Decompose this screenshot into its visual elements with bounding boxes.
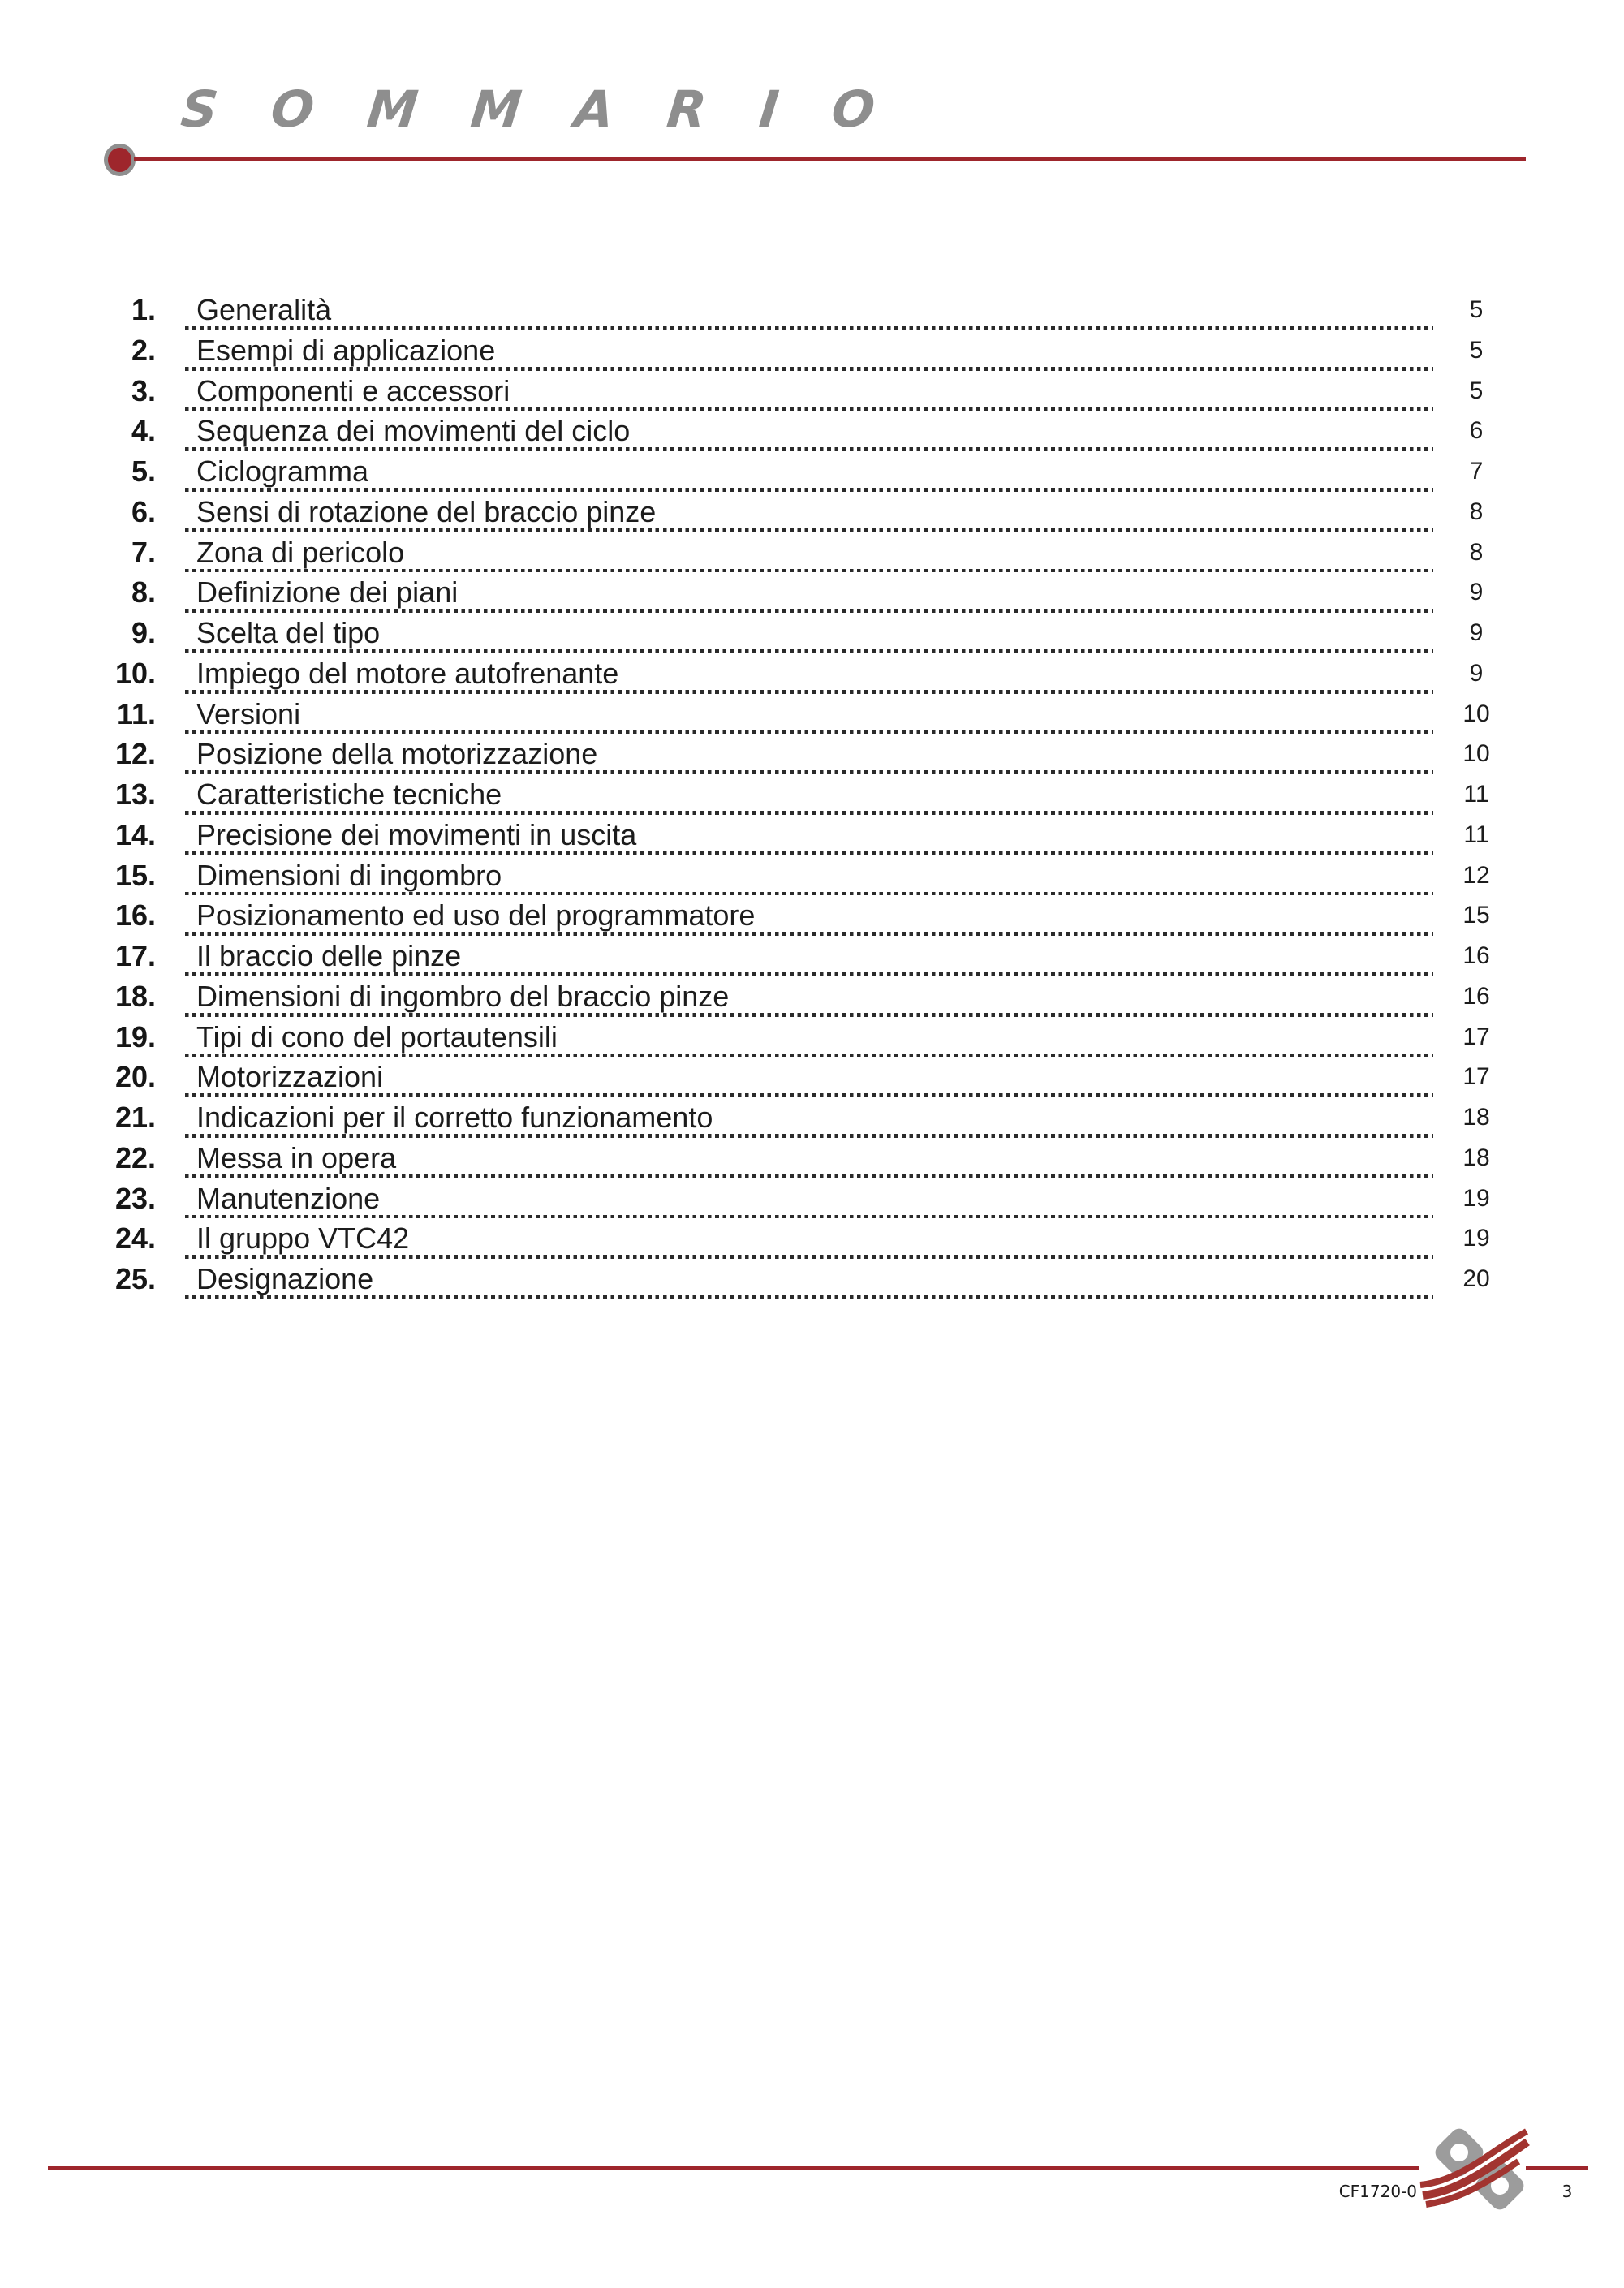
toc-row (83, 1259, 1519, 1299)
toc-entry-page: 17 (1462, 1023, 1490, 1050)
toc-row (83, 1097, 1519, 1138)
toc-entry-title: Dimensioni di ingombro (185, 855, 1433, 896)
toc-entry-title: Caratteristiche tecniche (185, 774, 1433, 815)
toc-entry-title: Scelta del tipo (185, 613, 1433, 653)
brand-logo-icon (1416, 2126, 1531, 2210)
toc-row (83, 815, 1519, 855)
toc-entry-number: 16. (114, 898, 156, 933)
toc-row (83, 774, 1519, 815)
toc-entry-page: 15 (1462, 902, 1490, 929)
toc-row (83, 613, 1519, 653)
toc-entry-title: Componenti e accessori (185, 371, 1433, 411)
toc-entry-page: 10 (1462, 700, 1490, 727)
toc-entry-number: 6. (131, 494, 156, 528)
toc-entry-number: 17. (114, 939, 156, 972)
toc-entry-number: 11. (116, 696, 156, 730)
toc-entry-title: Il braccio delle pinze (185, 936, 1433, 976)
toc-entry-number: 2. (131, 333, 156, 367)
header-rule (134, 157, 1526, 161)
toc-entry-number: 23. (114, 1181, 156, 1215)
toc-entry-title: Definizione dei piani (185, 572, 1433, 613)
toc-entry-title: Dimensioni di ingombro del braccio pinze (185, 976, 1433, 1017)
toc-entry-title: Tipi di cono del portautensili (185, 1017, 1433, 1058)
toc-entry-title: Motorizzazioni (185, 1057, 1433, 1097)
toc-entry-number: 4. (131, 414, 156, 448)
toc-entry-title: Il gruppo VTC42 (185, 1218, 1433, 1259)
toc-entry-page: 5 (1469, 377, 1484, 404)
toc-entry-page: 19 (1462, 1225, 1490, 1252)
toc-entry-page: 18 (1462, 1144, 1490, 1171)
toc-entry-number: 1. (131, 293, 156, 326)
toc-entry-number: 19. (114, 1019, 156, 1054)
toc-row (83, 895, 1519, 936)
document-code: CF1720-0 (1338, 2182, 1417, 2201)
toc-row (83, 411, 1519, 451)
toc-entry-page: 6 (1469, 417, 1484, 445)
bullet-dot-icon (104, 144, 136, 176)
toc-entry-title: Sensi di rotazione del braccio pinze (185, 492, 1433, 532)
toc-entry-page: 16 (1462, 942, 1490, 969)
toc-entry-number: 10. (114, 656, 156, 690)
toc-entry-page: 9 (1469, 579, 1484, 606)
toc-entry-number: 24. (114, 1222, 156, 1256)
toc-row (83, 694, 1519, 735)
toc-entry-number: 14. (114, 817, 156, 851)
toc-entry-page: 8 (1469, 498, 1484, 525)
toc-row (83, 451, 1519, 492)
toc-row (83, 936, 1519, 976)
toc-entry-page: 17 (1462, 1063, 1490, 1091)
toc-entry-title: Generalità (185, 290, 1433, 330)
toc-entry-number: 8. (131, 575, 156, 610)
page-title: SOMMARIO (178, 80, 932, 139)
toc-row (83, 734, 1519, 774)
toc-row (83, 855, 1519, 896)
toc-entry-number: 20. (114, 1060, 156, 1094)
toc-entry-number: 22. (114, 1140, 156, 1174)
toc-entry-page: 7 (1469, 458, 1484, 485)
toc-row (83, 532, 1519, 573)
toc-entry-title: Designazione (185, 1259, 1433, 1299)
toc-entry-page: 11 (1463, 821, 1489, 848)
toc-entry-page: 8 (1469, 538, 1484, 566)
toc-entry-title: Precisione dei movimenti in uscita (185, 815, 1433, 855)
toc-entry-number: 9. (131, 616, 156, 649)
toc-row (83, 976, 1519, 1017)
toc-entry-page: 10 (1462, 740, 1490, 768)
toc-entry-page: 9 (1469, 619, 1484, 646)
toc-entry-page: 11 (1463, 781, 1489, 808)
toc-entry-number: 18. (114, 979, 156, 1013)
toc-entry-number: 5. (131, 455, 156, 488)
toc-row (83, 492, 1519, 532)
toc-entry-title: Posizionamento ed uso del programmatore (185, 895, 1433, 936)
toc-row (83, 1138, 1519, 1178)
toc-entry-number: 15. (114, 858, 156, 892)
toc-entry-page: 9 (1469, 659, 1484, 687)
toc-entry-page: 5 (1469, 296, 1484, 323)
toc-entry-title: Posizione della motorizzazione (185, 734, 1433, 774)
toc-entry-number: 3. (131, 373, 156, 407)
toc-row (83, 290, 1519, 330)
toc-entry-title: Sequenza dei movimenti del ciclo (185, 411, 1433, 451)
toc-entry-number: 7. (131, 535, 156, 569)
toc-row (83, 1178, 1519, 1219)
toc-entry-number: 25. (114, 1262, 156, 1295)
toc-entry-title: Impiego del motore autofrenante (185, 653, 1433, 694)
toc-entry-number: 13. (114, 778, 156, 811)
toc-entry-title: Manutenzione (185, 1178, 1433, 1219)
toc-entry-number: 12. (114, 737, 156, 771)
footer-rule-right (1526, 2166, 1588, 2170)
toc-entry-page: 16 (1462, 982, 1490, 1010)
footer-rule-left (48, 2166, 1419, 2170)
toc-entry-page: 12 (1462, 861, 1490, 889)
toc-row (83, 1218, 1519, 1259)
toc-row (83, 371, 1519, 411)
toc-entry-title: Zona di pericolo (185, 532, 1433, 573)
toc-entry-title: Esempi di applicazione (185, 330, 1433, 371)
toc-entry-page: 19 (1462, 1184, 1490, 1212)
toc-entry-title: Messa in opera (185, 1138, 1433, 1178)
page-number: 3 (1562, 2182, 1573, 2201)
toc-entry-title: Ciclogramma (185, 451, 1433, 492)
toc-row (83, 330, 1519, 371)
toc-entry-page: 5 (1469, 336, 1484, 364)
toc-entry-title: Versioni (185, 694, 1433, 735)
toc-row (83, 1017, 1519, 1058)
toc-entry-page: 18 (1462, 1104, 1490, 1131)
toc-list (83, 290, 1519, 1299)
toc-entry-page: 20 (1462, 1265, 1490, 1292)
toc-row (83, 653, 1519, 694)
toc-entry-title: Indicazioni per il corretto funzionamento (185, 1097, 1433, 1138)
toc-entry-number: 21. (114, 1101, 156, 1134)
toc-row (83, 572, 1519, 613)
toc-row (83, 1057, 1519, 1097)
